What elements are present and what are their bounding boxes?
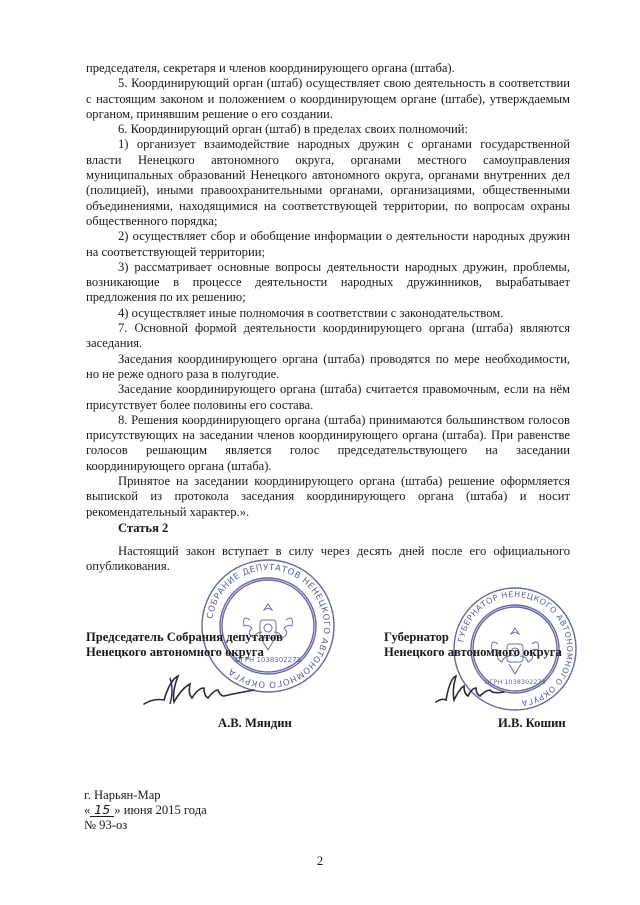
paragraph: Заседания координирующего органа (штаба) проводятся по мере необходимости, но не реже одного раза в полугодие.: [86, 351, 570, 381]
date-day: 15: [90, 804, 114, 817]
signatory-title-left: [86, 630, 283, 660]
article-title: Статья 2: [118, 521, 169, 535]
page-number: 2: [316, 854, 324, 868]
handwritten-signature: [140, 672, 260, 712]
place-of-signing: г. Нарьян-Мар: [84, 788, 161, 802]
paragraph: 4) осуществляет иные полномочия в соответствии с законодательством.: [118, 305, 504, 320]
paragraph: 6. Координирующий орган (штаб) в пределах своих полномочий:: [118, 122, 469, 137]
signatory-name-left: А.В. Мяндин: [218, 716, 292, 730]
signatory-title-line: Ненецкого автономного округа: [86, 645, 264, 659]
paragraph: Заседание координирующего органа (штаба) считается правомочным, если на нём присутствует более половины его состава.: [86, 382, 570, 412]
paragraph: 8. Решения координирующего органа (штаба) принимаются большинством голосов присутствующих на заседании членов координирующего органа (штаба). При равенстве голосов решающим является голос председательствующего на заседании координирующего органа (штаба).: [86, 412, 570, 473]
signing-date: [84, 803, 207, 818]
paragraph: 2) осуществляет сбор и обобщение информации о деятельности народных дружин на соответствующей территории;: [86, 229, 570, 259]
date-month-year: » июня 2015 года: [114, 803, 207, 817]
signatory-title-line: Ненецкого автономного округа: [384, 645, 562, 659]
paragraph: председателя, секретаря и членов координирующего органа (штаба).: [86, 61, 455, 75]
stamp-ring-text: ГУБЕРНАТОР НЕНЕЦКОГО АВТОНОМНОГО ОКРУГА: [456, 589, 575, 708]
signatory-title-right: [384, 630, 562, 660]
paragraph: 3) рассматривает основные вопросы деятельности народных дружин, проблемы, возникающие в процессе деятельности народных дружинников, вырабатывает предложения по их решению;: [86, 259, 570, 305]
paragraph: 1) организует взаимодействие народных дружин с органами государственной власти Ненецкого автономного округа, органами местного самоуправления муниципальных образований Ненецкого автономного округа, органами внутренних дел (полицией), иными правоохранительными органами, организациями, общественными объединениями, находящимися на соответствующей территории, по вопросам охраны общественного порядка;: [86, 137, 570, 228]
document-place-date: [84, 788, 207, 833]
signatory-name-right: И.В. Кошин: [498, 716, 566, 730]
stamp-code: ОГРН 1038302273: [484, 678, 546, 686]
paragraph: Принятое на заседании координирующего органа (штаба) решение оформляется выпиской из протокола заседания координирующего органа (штаба) и носит рекомендательный характер.».: [86, 474, 570, 519]
law-number: № 93-оз: [84, 818, 128, 832]
signatory-title-line: Губернатор: [384, 630, 449, 644]
stamp-code: ОГРН 1038302273: [234, 656, 302, 664]
paragraph: 7. Основной формой деятельности координирующего органа (штаба) являются заседания.: [86, 321, 570, 351]
paragraph: Настоящий закон вступает в силу через десять дней после его официального опубликования.: [86, 544, 570, 574]
svg-text:СОБРАНИЕ ДЕПУТАТОВ НЕНЕЦКОГО А: [205, 563, 331, 689]
date-open-quote: «: [84, 803, 91, 817]
stamp-ring-text: СОБРАНИЕ ДЕПУТАТОВ НЕНЕЦКОГО АВТОНОМНОГО ОКРУГА: [205, 562, 332, 690]
handwritten-signature: [432, 672, 512, 708]
signatory-title-line: Председатель Собрания депутатов: [86, 630, 283, 644]
paragraph: 5. Координирующий орган (штаб) осуществляет свою деятельность в соответствии с настоящим законом и положением о координирующем органе (штабе), утверждаемым органом, принявшим решение о его создании.: [86, 76, 570, 121]
law-body-text: [86, 61, 570, 520]
